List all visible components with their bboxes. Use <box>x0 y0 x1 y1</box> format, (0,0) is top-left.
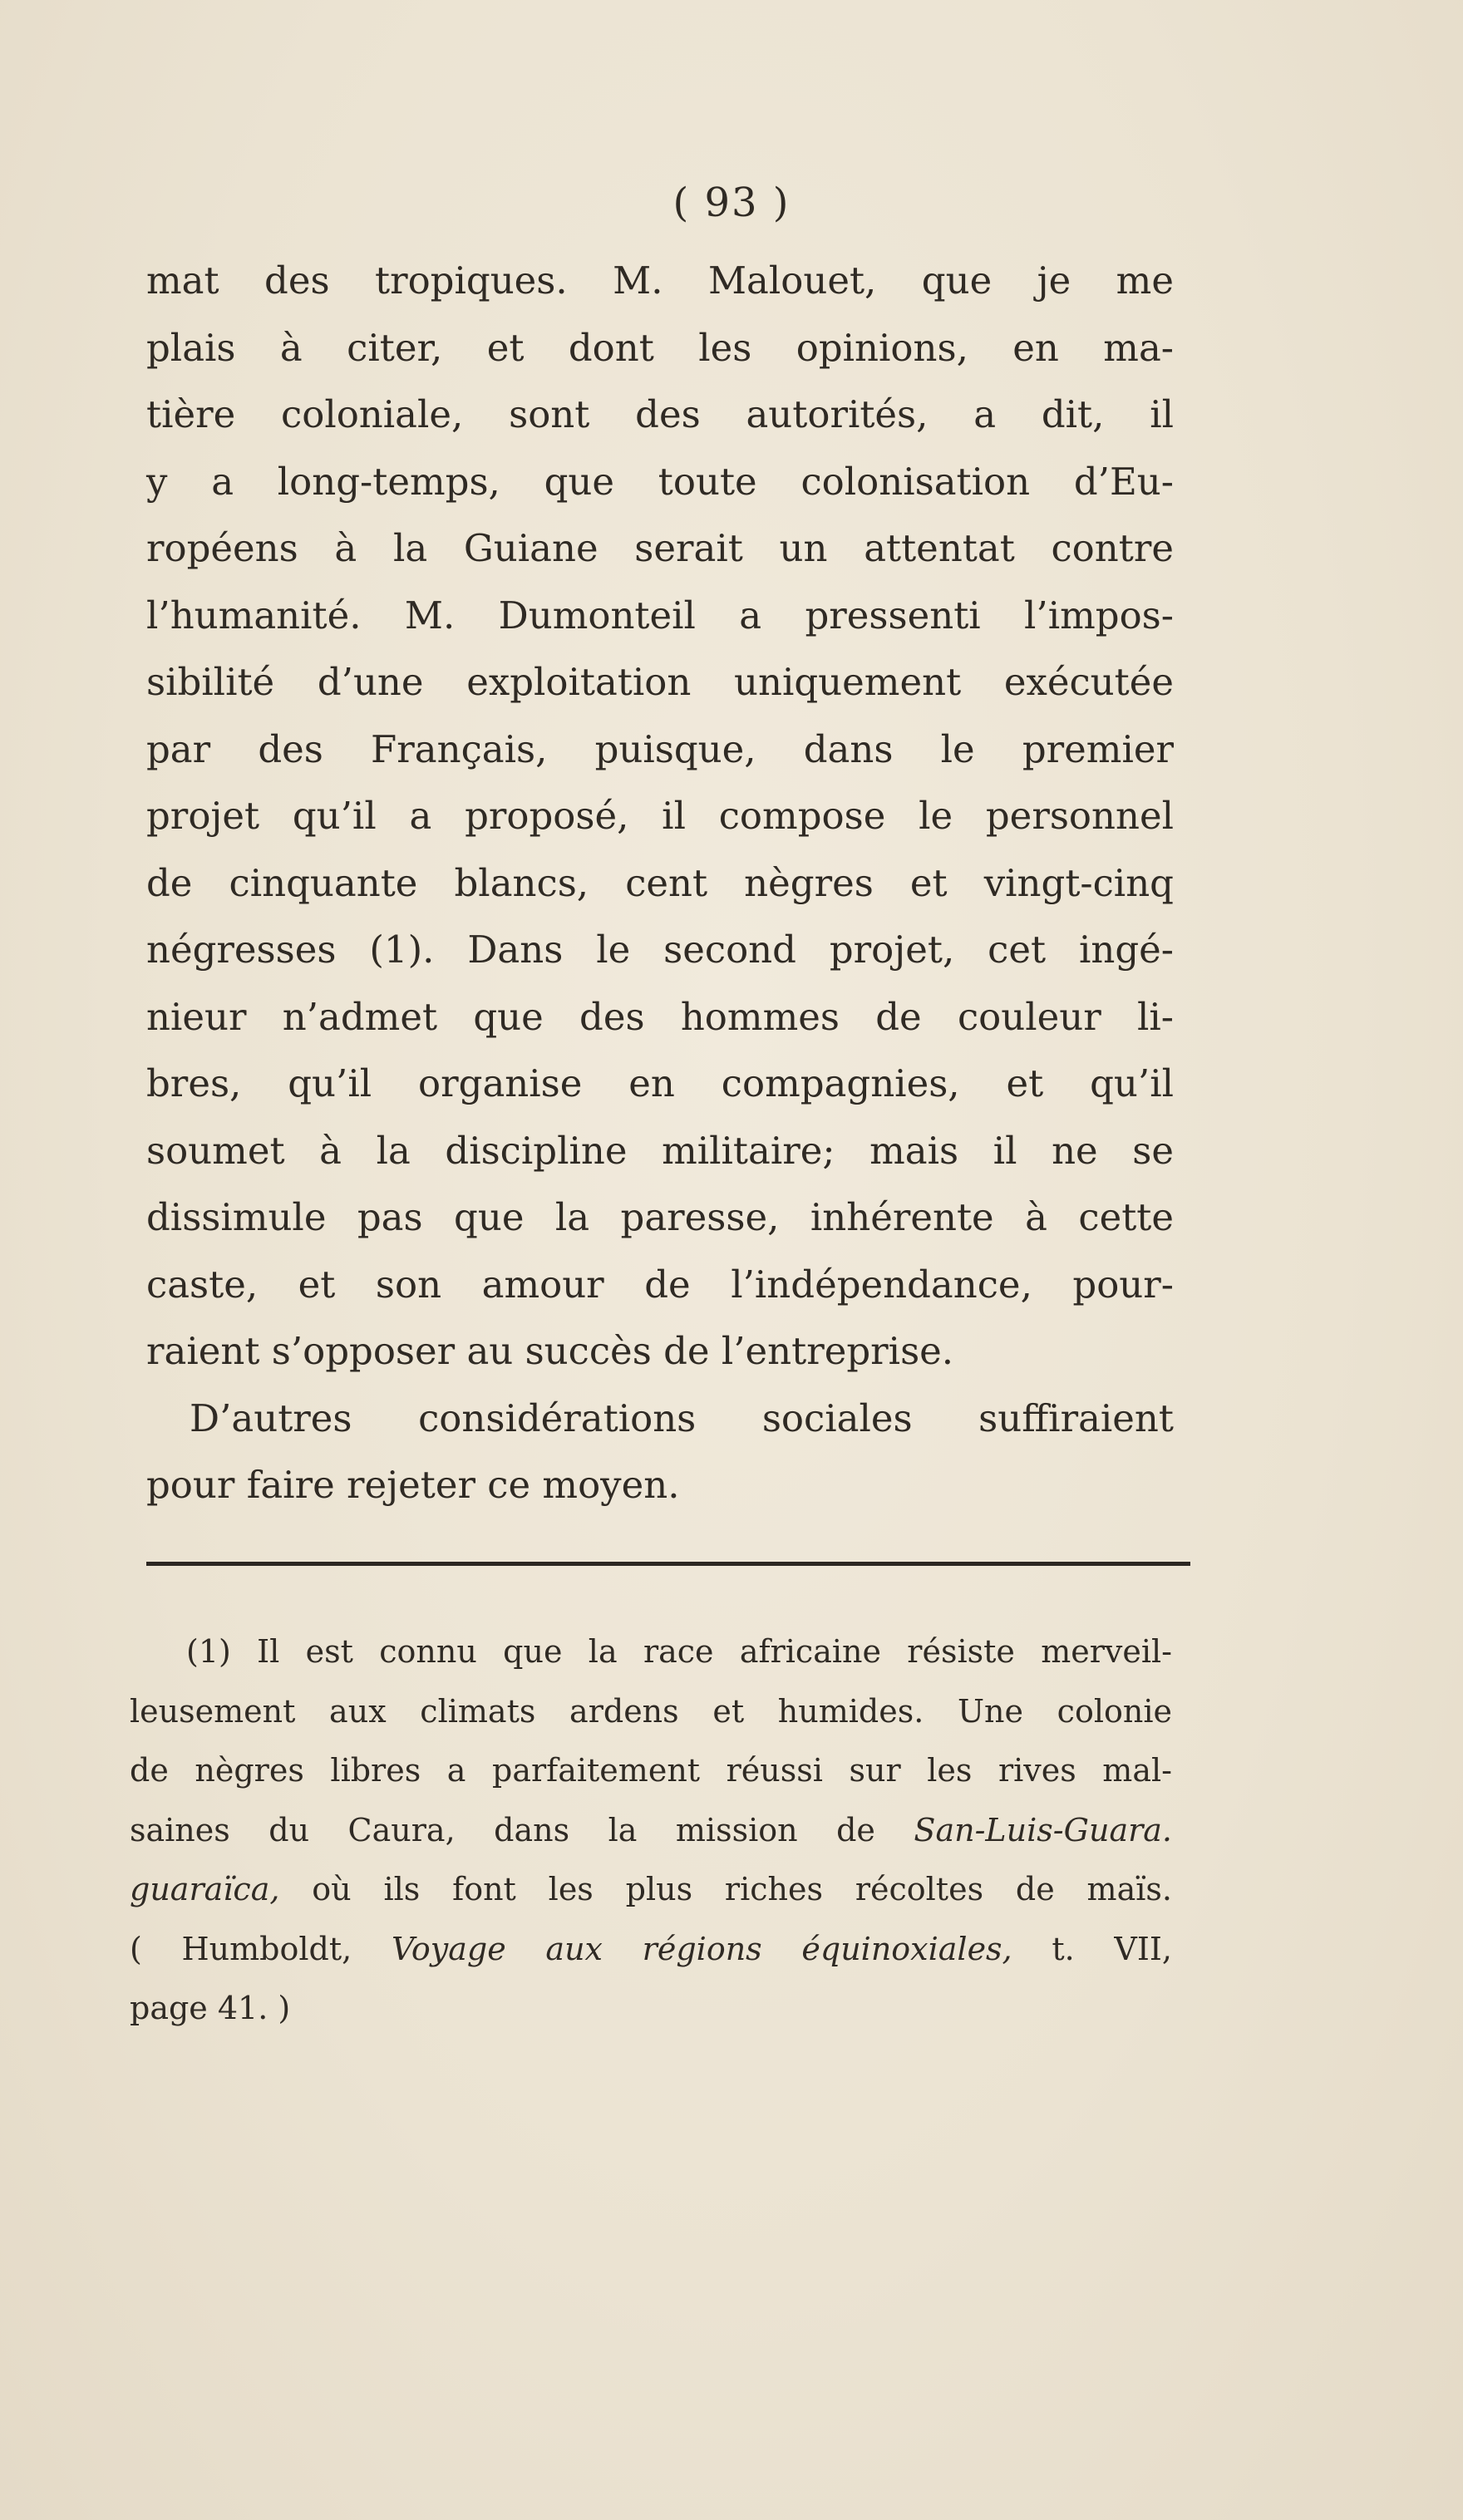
footnote-line: page 41. ) <box>130 1990 291 2026</box>
body-line: y a long-temps, que toute colonisation d’Eu- <box>146 459 1174 504</box>
body-line: raient s’opposer au succès de l’entreprise. <box>146 1329 954 1373</box>
body-line: l’humanité. M. Dumonteil a pressenti l’impos- <box>146 593 1174 637</box>
footnote <box>130 1622 1172 2039</box>
body-line: pour faire rejeter ce moyen. <box>146 1463 680 1507</box>
body-line: sibilité d’une exploitation uniquement exécutée <box>146 660 1174 704</box>
footnote-line <box>130 1801 1172 1861</box>
footnote-place-name: San-Luis-Guara. <box>914 1811 1172 1848</box>
footnote-line <box>130 1920 1172 1980</box>
body-line: plais à citer, et dont les opinions, en ma- <box>146 325 1174 370</box>
page-number: ( 93 ) <box>672 180 791 226</box>
body-text <box>146 248 1174 1519</box>
body-line: soumet à la discipline militaire; mais il ne se <box>146 1128 1174 1173</box>
footnote-line: leusement aux climats ardens et humides. Une colonie <box>130 1692 1172 1730</box>
body-line: dissimule pas que la paresse, inhérente à cette <box>146 1195 1174 1239</box>
body-line: bres, qu’il organise en compagnies, et qu’il <box>146 1061 1174 1105</box>
footnote-book-title: Voyage aux régions équinoxiales, <box>391 1930 1012 1967</box>
body-line: tière coloniale, sont des autorités, a dit, il <box>146 392 1174 436</box>
body-line: caste, et son amour de l’indépendance, pour- <box>146 1262 1174 1307</box>
body-line: de cinquante blancs, cent nègres et vingt-cinq <box>146 860 1174 905</box>
body-line: ropéens à la Guiane serait un attentat contre <box>146 526 1174 570</box>
body-line: par des Français, puisque, dans le premier <box>146 726 1174 771</box>
footnote-line <box>130 1860 1172 1920</box>
footnote-place-name-cont: guaraïca, <box>130 1871 280 1907</box>
footnote-line: (1) Il est connu que la race africaine résiste merveil- <box>186 1633 1172 1670</box>
body-line: nieur n’admet que des hommes de couleur li- <box>146 994 1174 1039</box>
body-line: mat des tropiques. M. Malouet, que je me <box>146 258 1174 303</box>
footnote-line: de nègres libres a parfaitement réussi sur les rives mal- <box>130 1752 1172 1789</box>
footnote-text: t. VII, <box>1052 1930 1172 1967</box>
body-line: D’autres considérations sociales suffiraient <box>190 1395 1174 1440</box>
footnote-text: ( Humboldt, <box>130 1930 352 1967</box>
footnote-text: où ils font les plus riches récoltes de maïs. <box>312 1871 1172 1907</box>
body-line: négresses (1). Dans le second projet, cet ingé- <box>146 928 1174 972</box>
body-line: projet qu’il a proposé, il compose le personnel <box>146 794 1174 838</box>
footnote-text: saines du Caura, dans la mission de <box>130 1811 875 1848</box>
footnote-separator-rule <box>146 1562 1190 1566</box>
